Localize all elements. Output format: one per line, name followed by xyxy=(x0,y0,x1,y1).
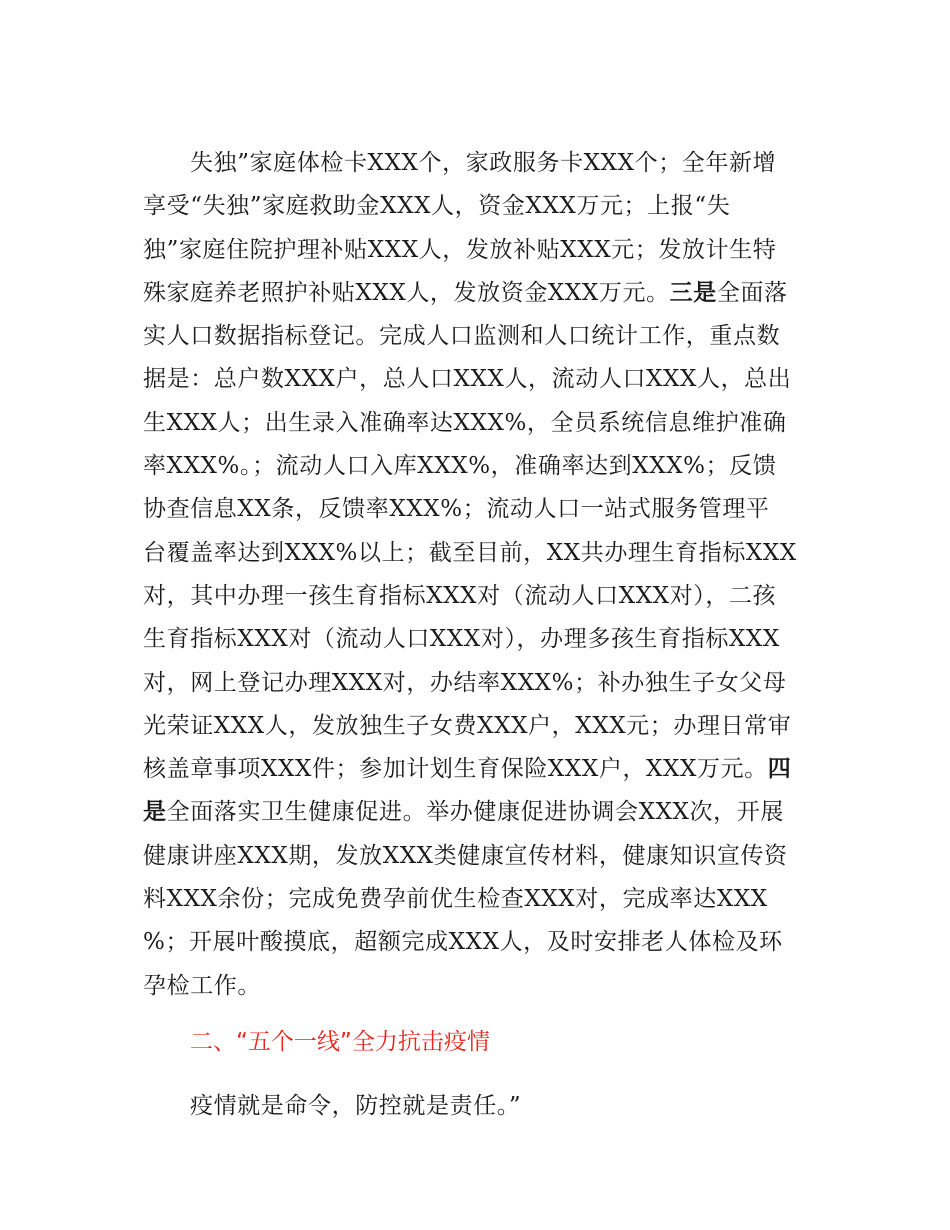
paragraph-line: 据是：总户数XXX户，总人口XXX人，流动人口XXX人，总出 xyxy=(143,366,792,393)
paragraph-line: 生育指标XXX对（流动人口XXX对），办理多孩生育指标XXX xyxy=(143,626,780,653)
section-heading: 二、“五个一线”全力抗击疫情 xyxy=(190,1029,490,1055)
paragraph-line: 孕检工作。 xyxy=(143,972,261,999)
body-paragraph xyxy=(143,142,823,1008)
ordinal-marker-three: 三是 xyxy=(669,279,717,306)
paragraph-line: 核盖章事项XXX件；参加计划生育保险XXX户，XXX万元。四 xyxy=(143,756,792,783)
ordinal-marker-four-cont: 是 xyxy=(143,799,167,826)
paragraph-line: 对，网上登记办理XXX对，办结率XXX%；补办独生子女父母 xyxy=(143,669,787,696)
paragraph-line: 独”家庭住院护理补贴XXX人，发放补贴XXX元；发放计生特 xyxy=(143,236,777,263)
ordinal-marker-four: 四 xyxy=(767,756,792,783)
paragraph-line: 实人口数据指标登记。完成人口监测和人口统计工作，重点数 xyxy=(143,323,781,350)
paragraph-line: 率XXX%。；流动人口入库XXX%，准确率达到XXX%；反馈 xyxy=(143,453,777,480)
paragraph-line: 台覆盖率达到XXX%以上；截至目前，XX共办理生育指标XXX xyxy=(143,539,797,566)
paragraph-line: 生XXX人；出生录入准确率达XXX%，全员系统信息维护准确 xyxy=(143,409,787,436)
paragraph-line: 协查信息XX条，反馈率XXX%；流动人口一站式服务管理平 xyxy=(143,496,770,523)
paragraph-line: 光荣证XXX人，发放独生子女费XXX户，XXX元；办理日常审 xyxy=(143,712,792,739)
paragraph-line: 对，其中办理一孩生育指标XXX对（流动人口XXX对），二孩 xyxy=(143,582,777,609)
paragraph-line: 是全面落实卫生健康促进。举办健康促进协调会XXX次，开展 xyxy=(143,799,784,826)
paragraph-line: %；开展叶酸摸底，超额完成XXX人，及时安排老人体检及环 xyxy=(143,929,783,956)
paragraph-line: 失独”家庭体检卡XXX个，家政服务卡XXX个；全年新增 xyxy=(190,150,777,176)
closing-line: 疫情就是命令，防控就是责任。” xyxy=(190,1093,522,1119)
paragraph-line: 殊家庭养老照护补贴XXX人，发放资金XXX万元。三是全面落 xyxy=(143,279,788,306)
paragraph-line: 享受“失独”家庭救助金XXX人，资金XXX万元；上报“失 xyxy=(143,193,731,220)
paragraph-line: 料XXX余份；完成免费孕前优生检查XXX对，完成率达XXX xyxy=(143,886,768,913)
paragraph-line: 健康讲座XXX期，发放XXX类健康宣传材料，健康知识宣传资 xyxy=(143,842,788,869)
